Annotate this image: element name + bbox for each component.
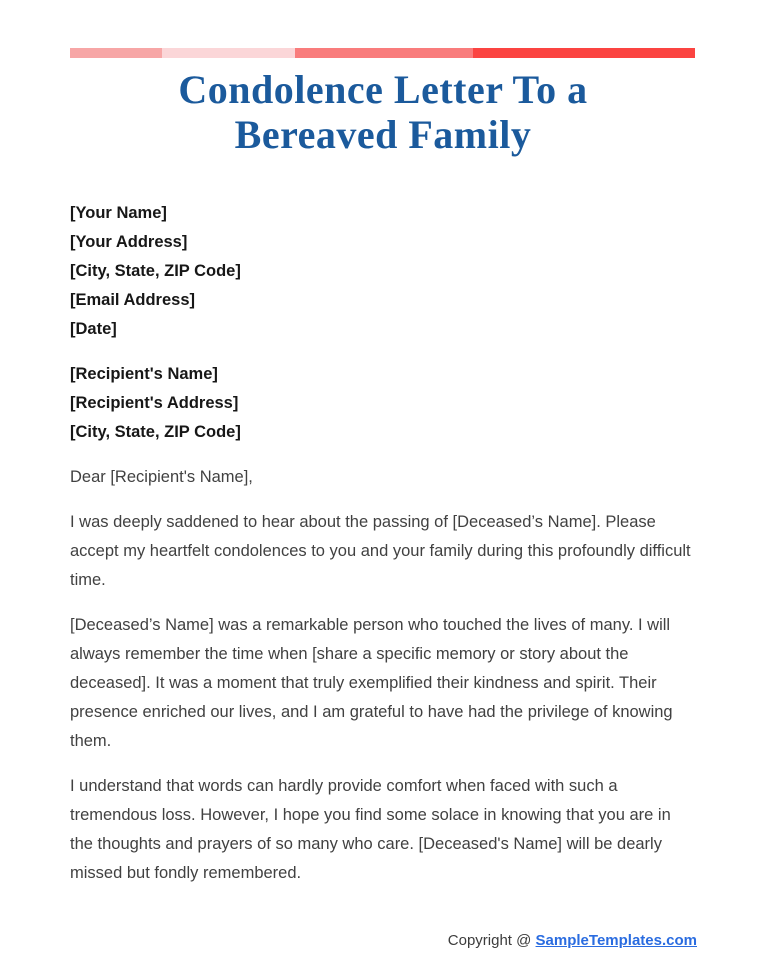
- sender-name: [Your Name]: [70, 204, 167, 222]
- page-title-line1: Condolence Letter To a: [178, 67, 588, 112]
- paragraph-comfort: I understand that words can hardly provide comfort when faced with such a tremendous loss. However, I hope you find some solace in knowing that you are in the thoughts and prayers of so many who care. [Deceased's Name] will be dearly missed but fondly remembered.: [70, 777, 671, 882]
- sender-city-state-zip: [City, State, ZIP Code]: [70, 262, 241, 280]
- decorative-top-bar: [70, 48, 697, 58]
- letter-body: [70, 199, 697, 888]
- sender-email: [Email Address]: [70, 291, 196, 309]
- sampletemplates-link[interactable]: SampleTemplates.com: [535, 932, 697, 949]
- recipient-city-state-zip: [City, State, ZIP Code]: [70, 423, 241, 441]
- page-title-line2: Bereaved Family: [234, 112, 532, 157]
- paragraph-condolence: I was deeply saddened to hear about the passing of [Deceased’s Name]. Please accept my heartfelt condolences to you and your family during this profoundly difficult time.: [70, 513, 691, 589]
- top-bar-segment-2: [162, 48, 295, 58]
- top-bar-segment-3: [295, 48, 473, 58]
- top-bar-segment-4: [473, 48, 695, 58]
- paragraph-memory: [Deceased’s Name] was a remarkable person who touched the lives of many. I will always remember the time when [share a specific memory or story about the deceased]. It was a moment that truly exemplified their kindness and spirit. Their presence enriched our lives, and I am grateful to have had the privilege of knowing them.: [70, 616, 673, 750]
- page-title: [30, 67, 736, 157]
- recipient-address: [Recipient's Address]: [70, 394, 239, 412]
- top-bar-segment-1: [70, 48, 162, 58]
- recipient-name: [Recipient's Name]: [70, 365, 218, 383]
- sender-block: [70, 199, 697, 344]
- footer: [448, 931, 697, 951]
- copyright-text: Copyright @: [447, 932, 536, 949]
- recipient-block: [70, 360, 697, 447]
- salutation: Dear [Recipient's Name],: [70, 468, 253, 486]
- letter-date: [Date]: [70, 320, 117, 338]
- sender-address: [Your Address]: [70, 233, 188, 251]
